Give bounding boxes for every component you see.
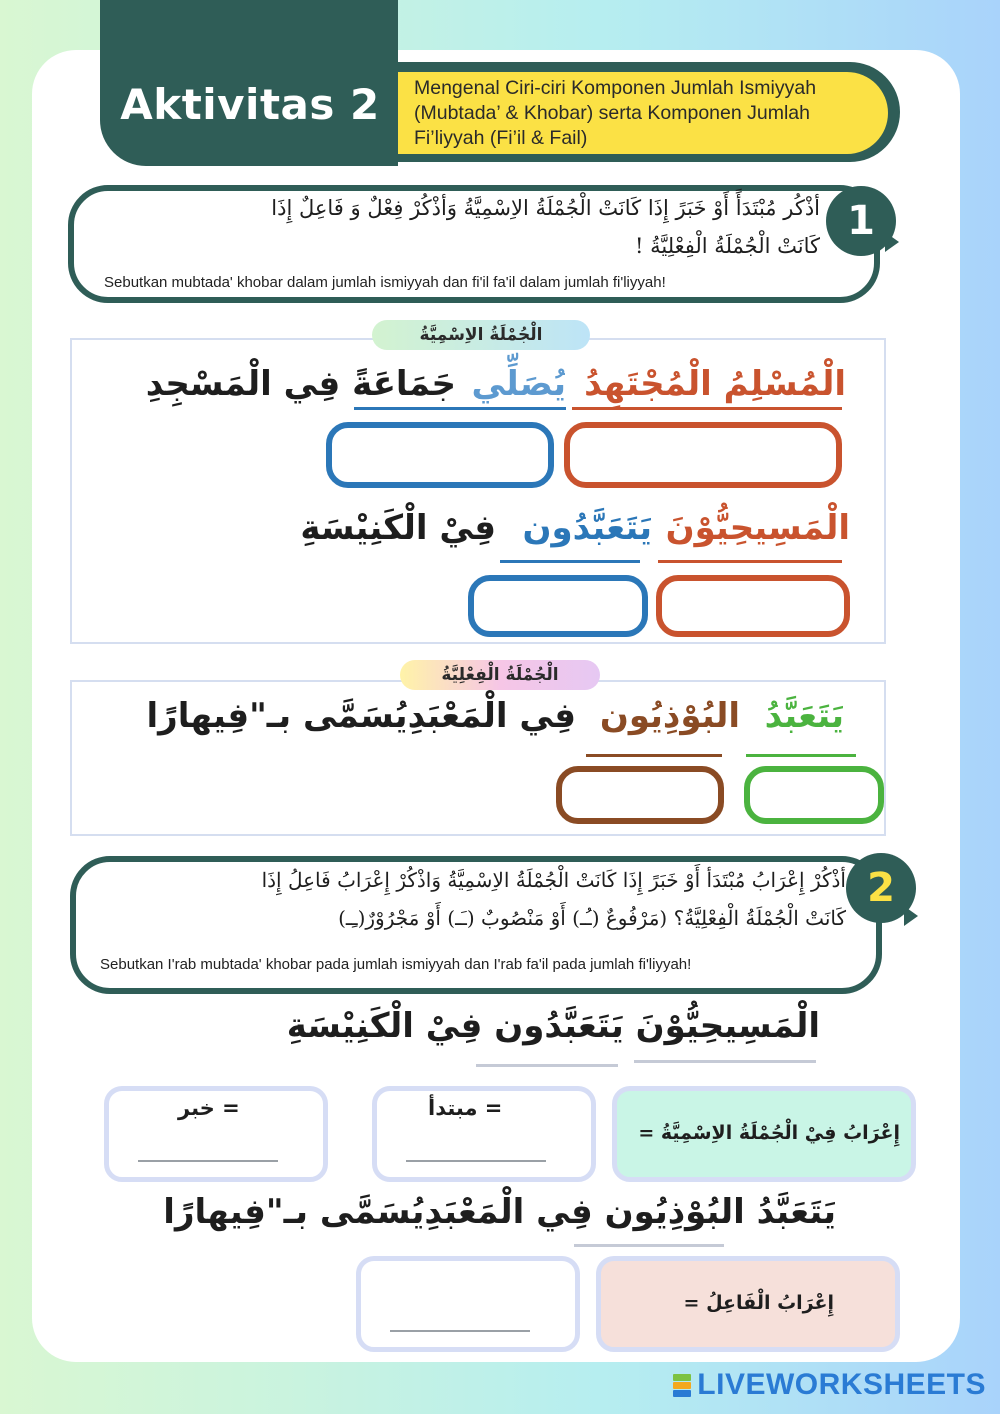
irab-s2-fail-underline — [574, 1244, 724, 1247]
s2-rest: فِيْ الْكَنِيْسَةِ — [300, 508, 496, 548]
logo-icon — [673, 1374, 691, 1397]
brand-name: LIVEWORKSHEETS — [697, 1368, 986, 1401]
answer-box-s2-mubtada[interactable] — [656, 575, 850, 637]
question-1-arabic-line2: كَانَتْ الْجُمْلَةُ الْفِعْلِيَّةُ ! — [634, 234, 820, 258]
answer-box-s1-khobar[interactable] — [326, 422, 554, 488]
header-subtitle: Mengenal Ciri-ciri Komponen Jumlah Ismiyyah (Mubtada’ & Khobar) serta Komponen Jumlah Fi’liyyah (Fi’il & Fail) — [396, 72, 888, 154]
answer-box-s1-mubtada[interactable] — [564, 422, 842, 488]
label-irab-fail: إِعْرَابُ الْفَاعِلُ = — [683, 1292, 834, 1314]
question-2-arabic-line1: أذْكُرْ إِعْرَابُ مُبْتَدَأ أَوْ خَبَرً إِذَا كَانَتْ الْجُمْلَةُ الاِسْمِيَّةُ وَاذْكُرْ إِعْرَابُ فَاعِلُ إِذَا — [261, 868, 846, 892]
question-1-instruction: Sebutkan mubtada' khobar dalam jumlah ismiyyah dan fi'il fa'il dalam jumlah fi'liyyah! — [104, 274, 666, 291]
label-irab-ismiyyah: إِعْرَابُ فِيْ الْجُمْلَةُ الاِسْمِيَّةُ = — [638, 1122, 900, 1144]
answer-box-f1-fiil[interactable] — [744, 766, 884, 824]
f1-rest: فِي الْمَعْبَدِيُسَمَّى بـ"فِيهارًا — [146, 696, 576, 736]
s1-khobar-underline — [354, 407, 566, 410]
s2-mubtada: الْمَسِيحِيُّوْنَ — [665, 508, 850, 548]
liveworksheets-logo — [673, 1368, 986, 1402]
answer-line-mubtada[interactable] — [406, 1160, 546, 1162]
answer-box-s2-khobar[interactable] — [468, 575, 648, 637]
label-khobar: خبر = — [178, 1096, 240, 1120]
label-mubtada: مبتدأ = — [428, 1096, 503, 1120]
s2-khobar: يَتَعَبَّدُون — [522, 508, 652, 548]
s2-khobar-underline — [500, 560, 640, 563]
s1-mubtada: الْمُسْلِمُ الْمُجْتَهِدُ — [584, 364, 846, 404]
irab-sentence-1: الْمَسِيحِيُّوْنَ يَتَعَبَّدُون فِيْ الْكَنِيْسَةِ — [286, 1006, 820, 1046]
irab-sentence-2: يَتَعَبَّدُ البُوْذِيُون فِي الْمَعْبَدِيُسَمَّى بـ"فِيهارًا — [163, 1192, 836, 1232]
question-2-number: 2 — [846, 853, 916, 923]
answer-card-fail[interactable] — [356, 1256, 580, 1352]
irab-s1-khobar-underline — [476, 1064, 618, 1067]
page-title: Aktivitas 2 — [120, 80, 380, 129]
s1-khobar: يُصَلِّي — [471, 364, 566, 404]
question-1-number: 1 — [826, 186, 896, 256]
ismiyyah-label: الْجُمْلَةُ الاِسْمِيَّةُ — [372, 320, 590, 350]
answer-box-f1-fail[interactable] — [556, 766, 724, 824]
f1-fiil: يَتَعَبَّدُ — [764, 696, 844, 736]
s2-mubtada-underline — [658, 560, 842, 563]
f1-fail: البُوْذِيُون — [599, 696, 740, 736]
s1-mubtada-underline — [572, 407, 842, 410]
answer-line-fail[interactable] — [390, 1330, 530, 1332]
question-2-instruction: Sebutkan I'rab mubtada' khobar pada jumlah ismiyyah dan I'rab fa'il pada jumlah fi'liyyah! — [100, 956, 692, 973]
filiyyah-label: الْجُمْلَةُ الْفِعْلِيَّةُ — [400, 660, 600, 690]
answer-line-khobar[interactable] — [138, 1160, 278, 1162]
f1-fail-underline — [586, 754, 722, 757]
irab-s1-mubtada-underline — [634, 1060, 816, 1063]
question-1-arabic-line1: أذْكُر مُبْتَدَأً أَوْ خَبَرً إِذَا كَانَتْ الْجُمْلَةُ الاِسْمِيَّةُ وَأذْكُرْ فِعْلٌ وَ فَاعِلٌ إِذَا — [271, 196, 820, 220]
question-2-arabic-line2: كَانَتْ الْجُمْلَةُ الْفِعْلِيَّةُ؟ (مَرْفُوعٌ (ـُـ) أَوْ مَنْصُوبٌ (ـَـ) أَوْ مَجْرُوْرٌ(ـِـ) — [338, 906, 846, 930]
f1-fiil-underline — [746, 754, 856, 757]
s1-rest: جَمَاعَةً فِي الْمَسْجِدِ — [145, 364, 456, 404]
